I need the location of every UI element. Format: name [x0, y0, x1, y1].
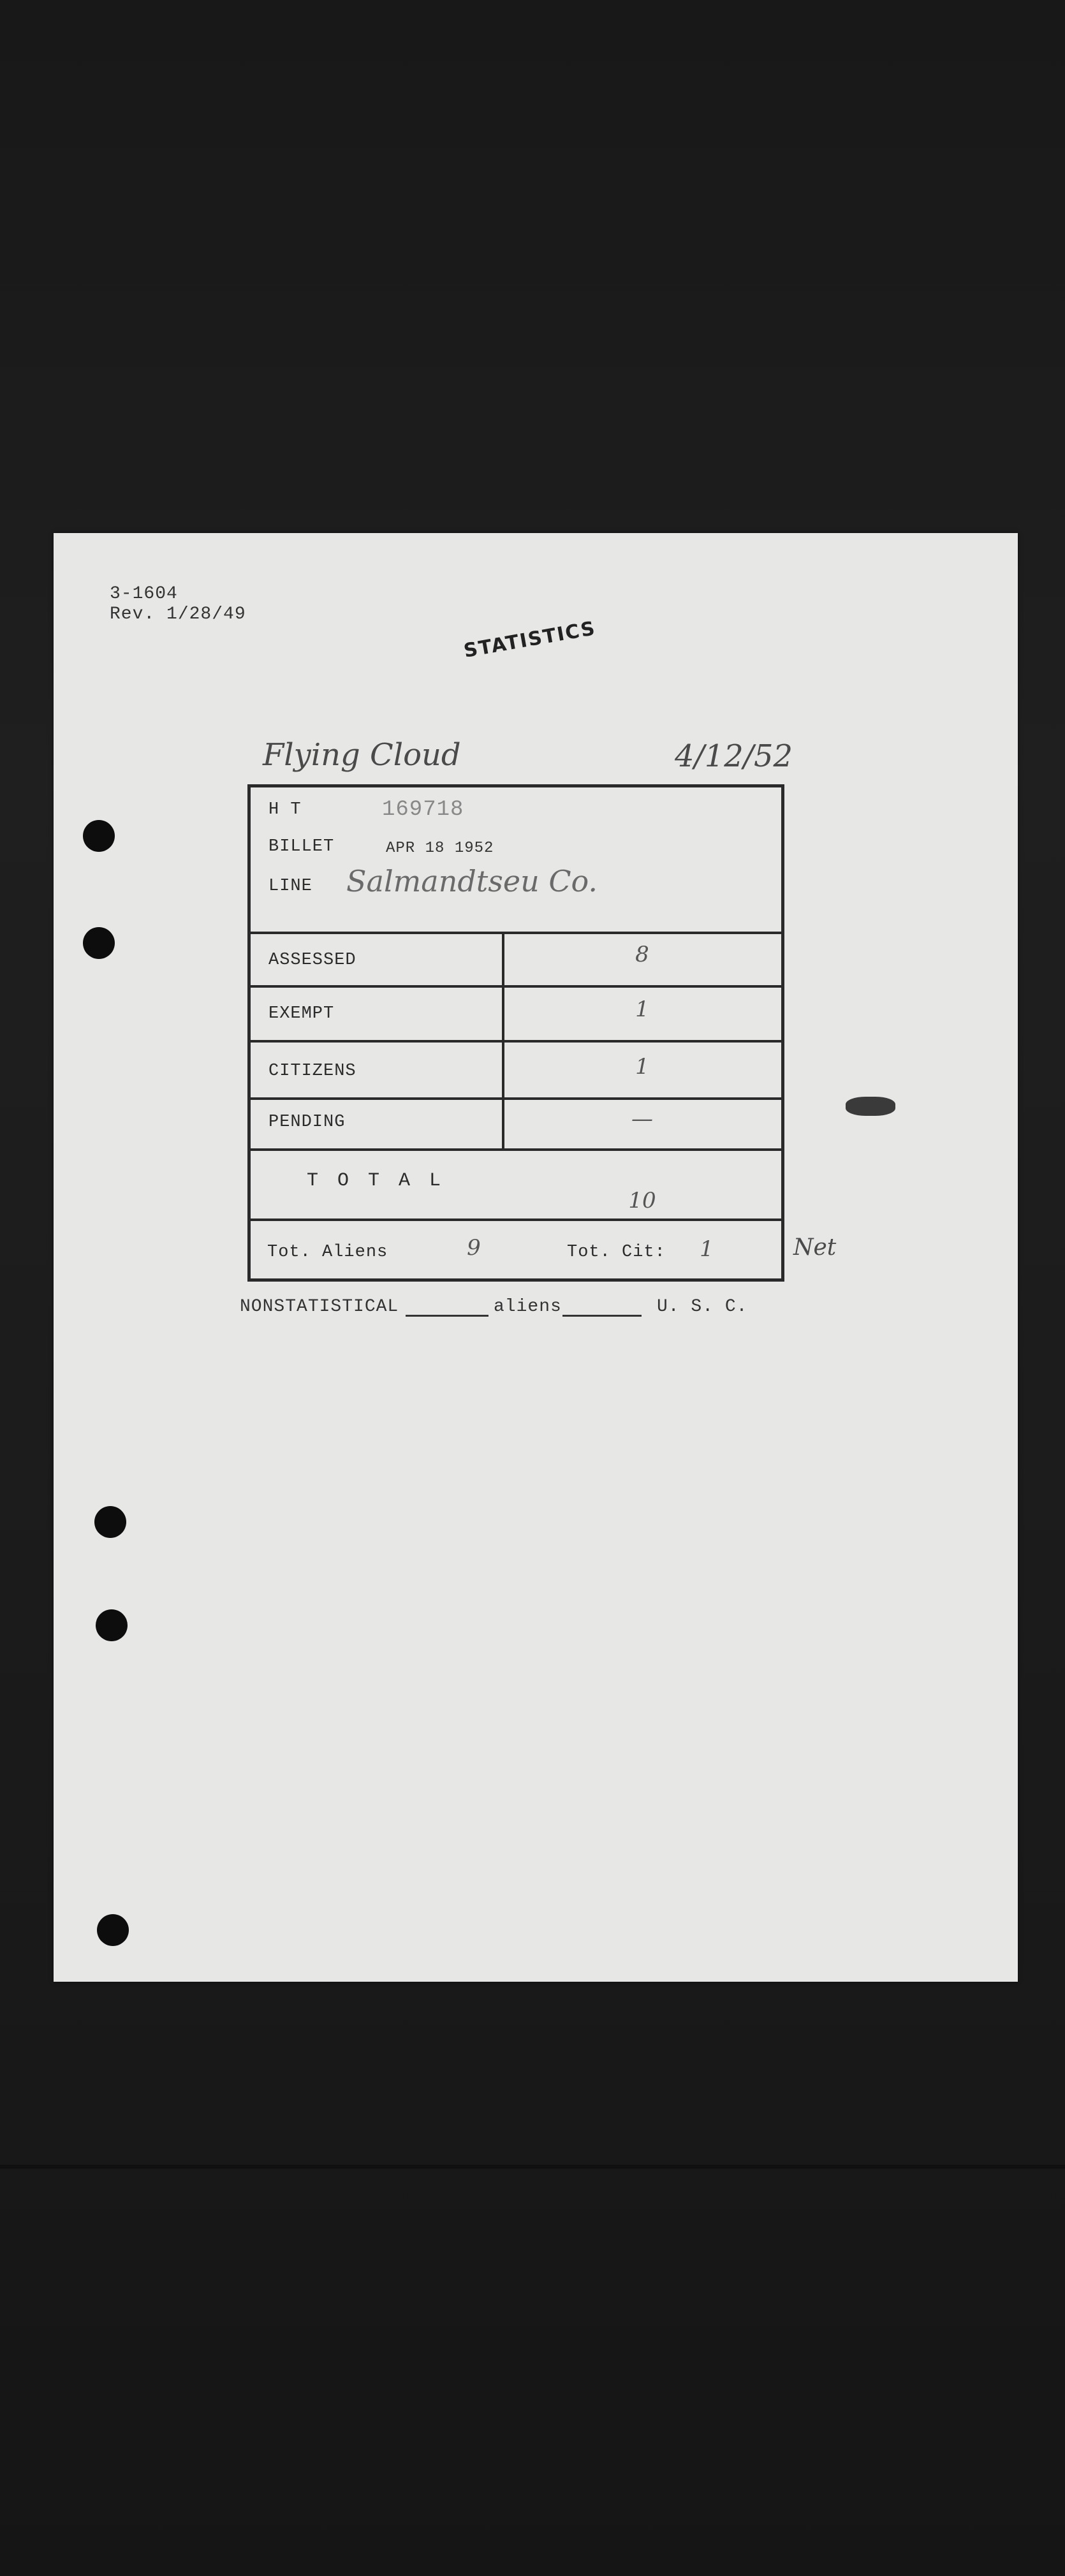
- punch-hole: [94, 1506, 126, 1538]
- punch-hole: [96, 1609, 128, 1641]
- tot-cit-value: 1: [700, 1236, 714, 1262]
- row-value-assessed: 8: [635, 942, 649, 967]
- tot-aliens-value: 9: [467, 1235, 481, 1261]
- aliens-blank: [562, 1315, 642, 1317]
- line-handwriting: Salmandtseu Co.: [346, 864, 598, 898]
- billet-label: BILLET: [268, 837, 335, 856]
- total-value: 10: [628, 1188, 656, 1213]
- divider: [251, 1148, 781, 1151]
- column-divider: [502, 932, 504, 1151]
- divider: [251, 1040, 781, 1043]
- scan-band: [0, 2165, 1065, 2169]
- ink-blot: [846, 1097, 895, 1116]
- divider: [251, 1097, 781, 1100]
- punch-hole: [83, 927, 115, 959]
- punch-hole: [83, 820, 115, 852]
- punch-hole: [97, 1914, 129, 1946]
- total-label: T O T A L: [307, 1170, 445, 1192]
- statistics-form: [247, 784, 784, 1282]
- ht-label: H T: [268, 800, 302, 819]
- form-revision: Rev. 1/28/49: [110, 604, 246, 624]
- row-value-pending: —: [631, 1106, 653, 1132]
- row-value-exempt: 1: [635, 997, 649, 1022]
- statistics-stamp: STATISTICS: [462, 617, 598, 662]
- net-note: Net: [793, 1234, 837, 1261]
- ht-value: 169718: [382, 798, 464, 822]
- row-label-citizens: CITIZENS: [268, 1062, 356, 1081]
- tot-aliens-label: Tot. Aliens: [267, 1243, 388, 1262]
- aliens-label: aliens: [494, 1297, 562, 1317]
- divider: [251, 932, 781, 934]
- row-label-pending: PENDING: [268, 1113, 346, 1132]
- row-label-assessed: ASSESSED: [268, 951, 356, 970]
- date-handwriting: 4/12/52: [675, 738, 793, 774]
- line-label: LINE: [268, 877, 312, 896]
- form-number: 3-1604: [110, 584, 178, 604]
- tot-cit-label: Tot. Cit:: [567, 1243, 666, 1262]
- row-label-exempt: EXEMPT: [268, 1004, 335, 1023]
- divider: [251, 985, 781, 988]
- nonstat-blank: [406, 1315, 488, 1317]
- vessel-handwriting: Flying Cloud: [263, 737, 461, 773]
- usc-label: U. S. C.: [657, 1297, 748, 1317]
- nonstatistical-label: NONSTATISTICAL: [240, 1297, 399, 1317]
- row-value-citizens: 1: [635, 1054, 649, 1079]
- billet-stamp: APR 18 1952: [386, 840, 494, 857]
- divider: [251, 1218, 781, 1221]
